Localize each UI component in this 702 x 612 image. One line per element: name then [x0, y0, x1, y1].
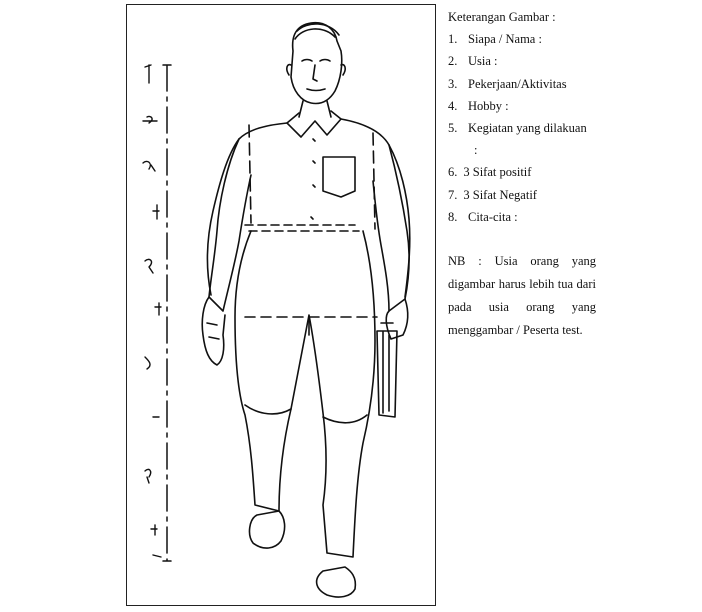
collar	[287, 111, 341, 137]
list-item	[448, 161, 596, 183]
bag	[377, 323, 397, 417]
item-number: 5.	[448, 121, 458, 136]
height-ruler	[163, 65, 171, 561]
item-text: Kegiatan yang dilakuan	[468, 121, 587, 136]
item-text: Cita-cita :	[468, 209, 518, 224]
pocket	[323, 157, 355, 197]
list-item	[448, 50, 596, 72]
item-text: Hobby :	[468, 98, 509, 113]
caption-title: Keterangan Gambar :	[448, 10, 556, 24]
list-item	[448, 117, 596, 161]
trousers	[235, 231, 375, 557]
item-continuation: :	[474, 143, 478, 158]
item-text: Pekerjaan/Aktivitas	[468, 76, 567, 91]
person-drawing	[127, 5, 437, 607]
item-text: 3 Sifat Negatif	[463, 187, 537, 202]
list-item	[448, 184, 596, 206]
right-shoe	[317, 567, 356, 597]
list-item	[448, 73, 596, 95]
shirt	[207, 119, 409, 297]
drawing-frame	[126, 4, 436, 606]
item-text: Siapa / Nama :	[468, 32, 542, 47]
right-arm	[373, 145, 409, 311]
item-number: 6.	[448, 165, 458, 180]
item-text: Usia :	[468, 54, 498, 69]
caption	[448, 6, 596, 355]
item-number: 2.	[448, 54, 458, 69]
margin-marks	[143, 65, 161, 557]
item-number: 4.	[448, 98, 458, 113]
list-item	[448, 95, 596, 117]
item-number: 3.	[448, 76, 458, 91]
item-number: 8.	[448, 209, 458, 224]
item-number: 7.	[448, 187, 458, 202]
nb-note: NB : Usia orang yang digambar harus lebih tua dari pada usia orang yang menggambar / Peserta test.	[448, 254, 596, 338]
list-item	[448, 206, 596, 228]
caption-list	[448, 28, 596, 228]
list-item	[448, 28, 596, 50]
item-text: 3 Sifat positif	[463, 165, 532, 180]
left-shoe	[250, 511, 285, 548]
item-number: 1.	[448, 32, 458, 47]
